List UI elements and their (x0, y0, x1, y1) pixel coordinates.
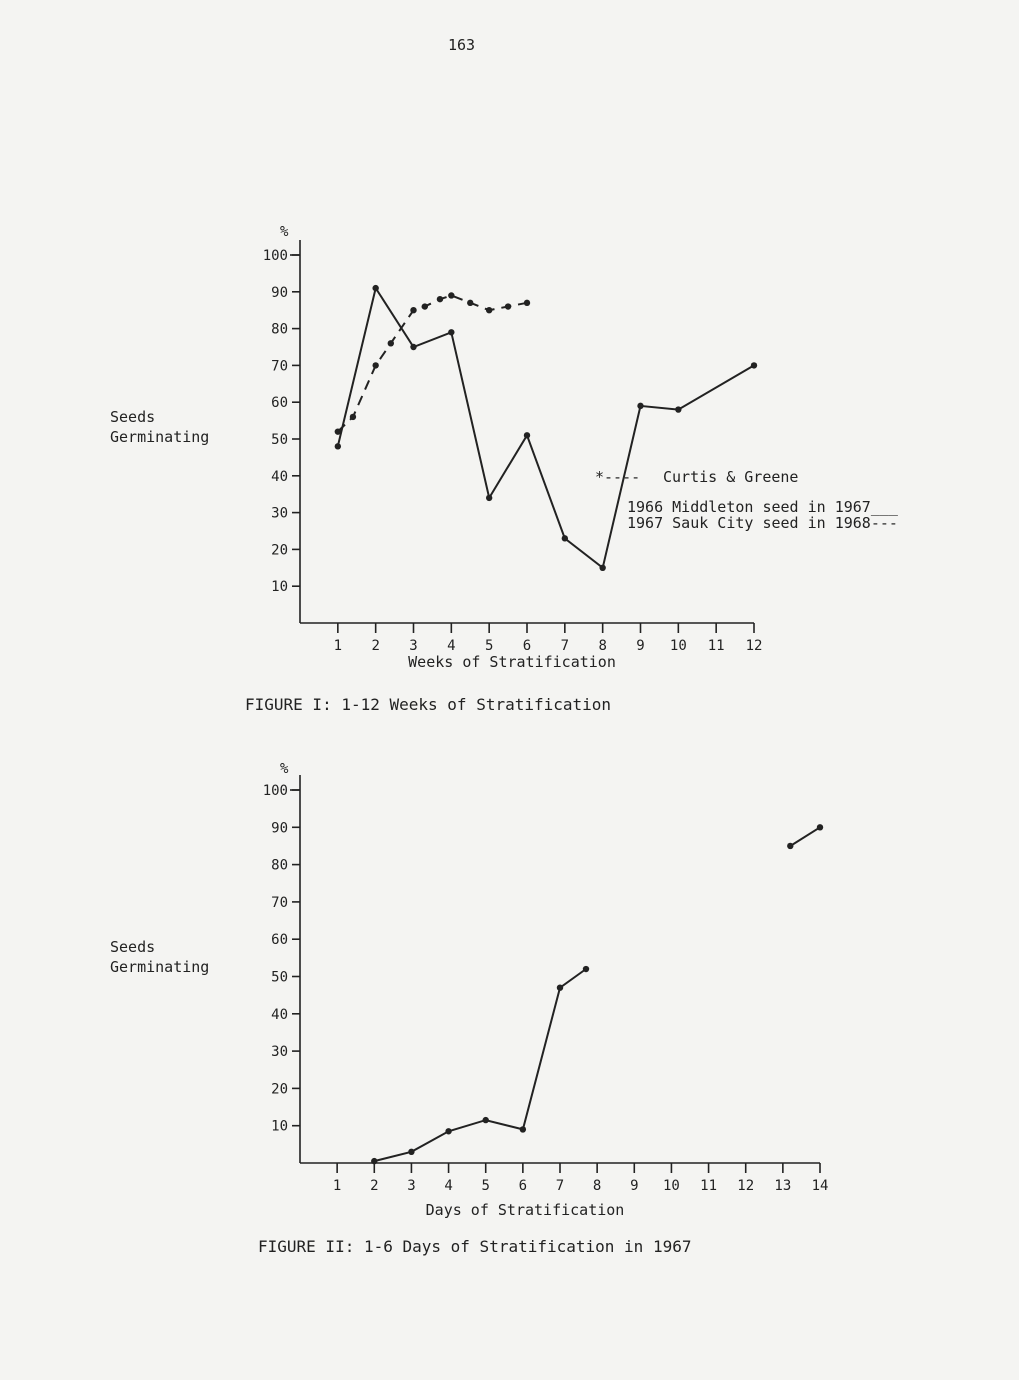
fig2-y-tick-label: 100 (262, 783, 288, 799)
fig2-y-tick-label: 70 (271, 894, 288, 911)
fig1-series-1-point (486, 307, 492, 313)
fig1-series-1-point (437, 296, 443, 302)
fig2-x-tick-label: 12 (737, 1178, 755, 1194)
fig1-series-1-point (524, 300, 530, 306)
fig1-y-tick-label: 60 (271, 395, 288, 412)
fig1-series-2-point (562, 535, 568, 541)
fig2-series-1-point (583, 966, 589, 972)
fig2-x-tick-label: 14 (811, 1178, 829, 1194)
fig1-series-2-point (637, 403, 643, 409)
fig1-y-tick-label: 90 (271, 284, 288, 301)
fig2-x-tick-label: 8 (592, 1178, 602, 1194)
fig1-y-tick-label: 30 (271, 505, 288, 522)
page-number: 163 (448, 36, 476, 54)
fig1-series-2-point (410, 344, 416, 350)
fig2-x-tick-label: 2 (370, 1178, 379, 1194)
fig1-series-2-point (448, 329, 454, 335)
fig1-series-2-point (599, 565, 605, 571)
fig2-y-tick-label: 10 (271, 1118, 288, 1135)
fig2-y-tick-label: 90 (271, 820, 288, 837)
fig1-x-tick-label: 7 (560, 638, 570, 654)
fig2-y-label-line: Germinating (110, 958, 210, 976)
fig2-x-tick-label: 6 (518, 1178, 528, 1194)
fig1-y-label-line: Seeds (110, 408, 156, 426)
fig2-y-tick-label: 50 (271, 969, 288, 986)
fig1-legend-entry: 1967 Sauk City seed in 1968--- (627, 514, 898, 532)
fig1-series-2-point (486, 495, 492, 501)
fig1-y-tick-label: 40 (271, 468, 288, 485)
fig2-series-1-point (557, 984, 563, 990)
fig2-series-2-line (790, 827, 820, 846)
fig2-caption: FIGURE II: 1-6 Days of Stratification in 1967 (258, 1237, 692, 1256)
fig2-series-1-point (408, 1149, 414, 1155)
fig2-x-tick-label: 4 (444, 1178, 453, 1194)
fig2-series-1-point (520, 1126, 526, 1132)
fig2-x-tick-label: 3 (407, 1178, 416, 1194)
fig2-y-tick-label: 20 (271, 1081, 288, 1098)
fig1-y-unit: % (280, 224, 289, 240)
fig1-series-1-point (350, 414, 356, 420)
fig1-series-2-point (675, 406, 681, 412)
fig2-x-label: Days of Stratification (425, 1201, 625, 1219)
fig1-legend-entry: 1966 Middleton seed in 1967___ (627, 498, 898, 516)
fig1-series-2-point (335, 443, 341, 449)
fig1-series-1-point (448, 292, 454, 298)
fig1-x-tick-label: 6 (522, 638, 532, 654)
fig2-series-1-point (445, 1128, 451, 1134)
fig2-x-tick-label: 9 (630, 1178, 639, 1194)
fig2-x-tick-label: 5 (481, 1178, 490, 1194)
fig2-y-unit: % (280, 761, 289, 777)
fig1-y-tick-label: 20 (271, 542, 288, 559)
fig1-series-1-point (372, 362, 378, 368)
fig2-x-tick-label: 7 (555, 1178, 565, 1194)
fig1-series-1-point (422, 303, 428, 309)
fig1-y-tick-label: 10 (271, 579, 288, 596)
fig1-series-2-point (751, 362, 757, 368)
fig2-y-tick-label: 40 (271, 1006, 288, 1023)
fig2-y-tick-label: 80 (271, 857, 288, 874)
fig1-series-1-point (388, 340, 394, 346)
fig2-y-label-line: Seeds (110, 938, 156, 956)
fig2-y-tick-label: 30 (271, 1044, 288, 1061)
fig1-x-tick-label: 2 (371, 638, 380, 654)
fig1-y-tick-label: 70 (271, 358, 288, 375)
fig1-series-2-point (524, 432, 530, 438)
fig1-x-tick-label: 9 (636, 638, 645, 654)
fig2-x-tick-label: 10 (662, 1178, 680, 1194)
fig1-x-tick-label: 11 (707, 638, 725, 654)
fig1-series-1-point (467, 300, 473, 306)
fig1-x-tick-label: 5 (484, 638, 494, 654)
fig1-x-tick-label: 4 (447, 638, 456, 654)
fig2-x-tick-label: 13 (774, 1178, 792, 1194)
fig1-series-1-point (505, 303, 511, 309)
fig2-x-tick-label: 1 (332, 1178, 342, 1194)
fig2-series-2-point (787, 843, 793, 849)
fig1-x-label: Weeks of Stratification (408, 653, 616, 671)
fig1-series-1-point (410, 307, 416, 313)
fig2-series-1-line (374, 969, 586, 1161)
fig2-series-1-point (483, 1117, 489, 1123)
fig1-x-tick-label: 10 (669, 638, 687, 654)
fig1-series-2-point (372, 285, 378, 291)
fig2-y-tick-label: 60 (271, 932, 288, 949)
fig1-x-tick-label: 12 (745, 638, 763, 654)
fig2-x-tick-label: 11 (700, 1178, 718, 1194)
fig1-y-tick-label: 80 (271, 321, 288, 338)
fig1-x-tick-label: 3 (409, 638, 418, 654)
fig1-x-tick-label: 1 (333, 638, 343, 654)
fig1-y-tick-label: 100 (262, 248, 288, 264)
fig1-legend-entry: Curtis & Greene (663, 468, 799, 486)
fig1-series-1-line (338, 296, 527, 432)
fig2-series-2-point (817, 824, 823, 830)
fig1-legend-symbol: *---- (595, 468, 641, 486)
fig1-x-tick-label: 8 (598, 638, 607, 654)
fig2-series-1-point (371, 1158, 377, 1164)
fig1-caption: FIGURE I: 1-12 Weeks of Stratification (245, 695, 612, 714)
fig1-y-tick-label: 50 (271, 432, 288, 448)
fig1-y-label-line: Germinating (110, 428, 210, 446)
